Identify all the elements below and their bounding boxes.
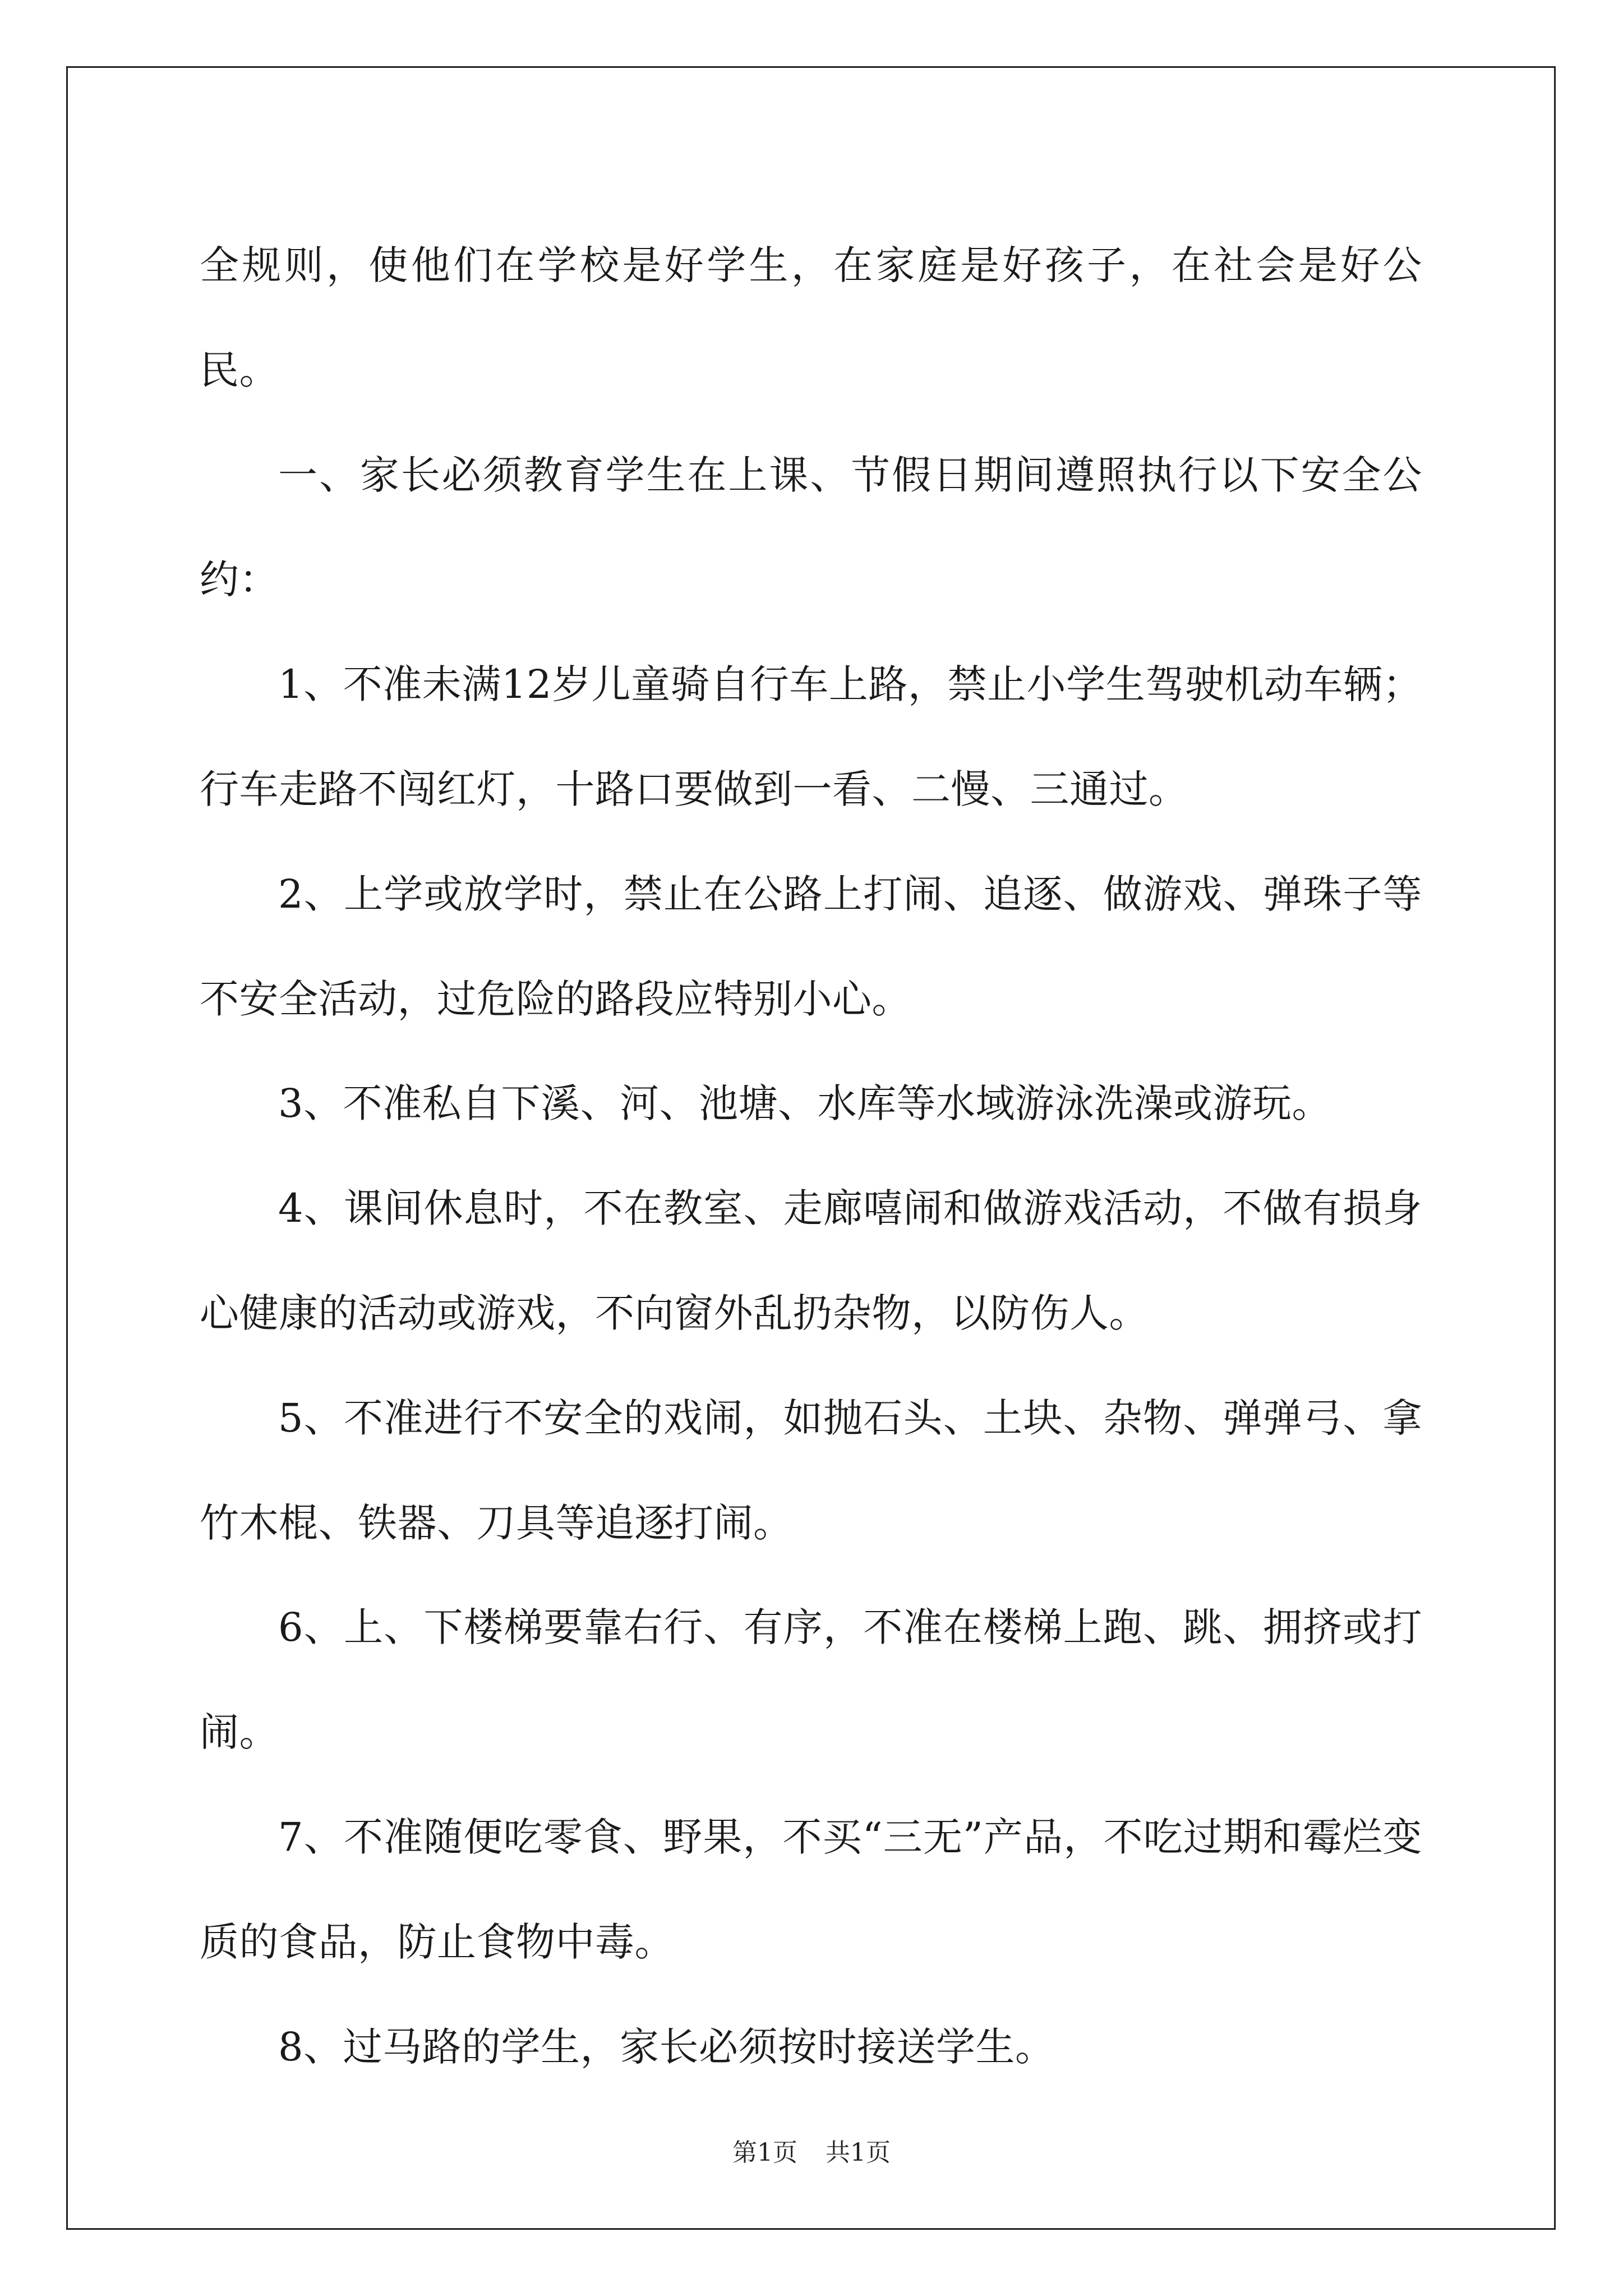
paragraph-rule-7: 7、不准随便吃零食、野果，不买“三无”产品，不吃过期和霉烂变质的食品，防止食物中毒。: [200, 1814, 1422, 1965]
document-body: [200, 213, 1422, 2099]
paragraph-rule-5: 5、不准进行不安全的戏闹，如抛石头、土块、杂物、弹弹弓、拿竹木棍、铁器、刀具等追逐打闹。: [200, 1395, 1422, 1546]
paragraph-rule-6: 6、上、下楼梯要靠右行、有序，不准在楼梯上跑、跳、拥挤或打闹。: [200, 1604, 1422, 1756]
paragraph-rule-1: 1、不准未满12岁儿童骑自行车上路，禁止小学生驾驶机动车辆；行车走路不闯红灯，十路口要做到一看、二慢、三通过。: [200, 661, 1422, 812]
page-number: 第1页: [732, 2138, 797, 2167]
paragraph-rule-4: 4、课间休息时，不在教室、走廊嘻闹和做游戏活动，不做有损身心健康的活动或游戏，不向窗外乱扔杂物，以防伤人。: [200, 1185, 1422, 1336]
page-footer: [0, 2136, 1623, 2170]
paragraph-rule-3: 3、不准私自下溪、河、池塘、水库等水域游泳洗澡或游玩。: [278, 1080, 1332, 1127]
page-total: 共1页: [826, 2138, 891, 2167]
paragraph-section-one: 一、家长必须教育学生在上课、节假日期间遵照执行以下安全公约：: [200, 452, 1422, 603]
paragraph-rule-8: 8、过马路的学生，家长必须按时接送学生。: [278, 2023, 1055, 2070]
paragraph-continuation: 全规则，使他们在学校是好学生，在家庭是好孩子，在社会是好公民。: [200, 242, 1422, 393]
paragraph-rule-2: 2、上学或放学时，禁止在公路上打闹、追逐、做游戏、弹珠子等不安全活动，过危险的路段应特别小心。: [200, 871, 1422, 1022]
